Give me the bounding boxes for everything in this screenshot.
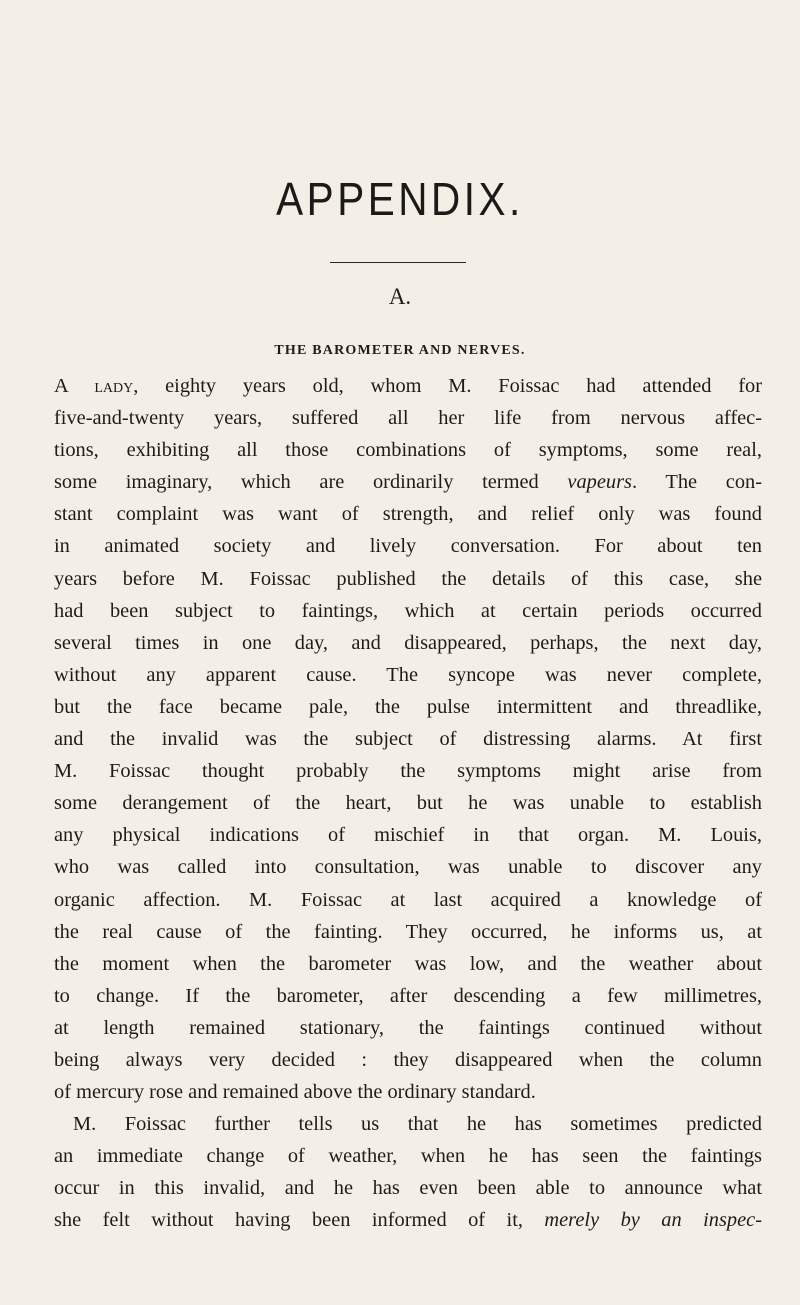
- section-letter: A.: [388, 284, 412, 309]
- text-line: some imaginary, which are ordinarily termed vapeurs. The con-: [54, 471, 763, 494]
- text-line: A lady, eighty years old, whom M. Foissac had attended for: [54, 375, 762, 397]
- text-line: without any apparent cause. The syncope was never complete,: [54, 663, 762, 686]
- appendix-heading: APPENDIX.: [276, 173, 524, 225]
- text-line: stant complaint was want of strength, and relief only was found: [54, 503, 762, 526]
- text-line: the moment when the barometer was low, and the weather about: [54, 952, 762, 975]
- text-line: had been subject to faintings, which at certain periods occurred: [54, 599, 762, 622]
- text-line: who was called into consultation, was unable to discover any: [54, 856, 762, 879]
- text-line: M. Foissac thought probably the symptoms might arise from: [54, 760, 762, 783]
- text-line: of mercury rose and remained above the ordinary standard.: [54, 1081, 536, 1104]
- italic-term: vapeurs: [567, 471, 632, 494]
- text-line: some derangement of the heart, but he was unable to establish: [54, 792, 762, 815]
- text-line: but the face became pale, the pulse intermittent and threadlike,: [54, 695, 762, 718]
- text-line: being always very decided : they disappeared when the column: [54, 1048, 762, 1071]
- text-line: tions, exhibiting all those combinations of symptoms, some real,: [54, 439, 762, 462]
- text-line: she felt without having been informed of it, merely by an inspec-: [54, 1209, 762, 1232]
- text-line: occur in this invalid, and he has even been able to announce what: [54, 1177, 762, 1200]
- text-line: any physical indications of mischief in that organ. M. Louis,: [54, 824, 762, 847]
- text-line: M. Foissac further tells us that he has sometimes predicted: [73, 1113, 762, 1136]
- text-line: and the invalid was the subject of distressing alarms. At first: [54, 728, 762, 751]
- italic-phrase: merely by an inspec-: [544, 1209, 762, 1232]
- text-line: in animated society and lively conversation. For about ten: [54, 535, 762, 558]
- text-line: several times in one day, and disappeared, perhaps, the next day,: [54, 631, 762, 654]
- text-line: the real cause of the fainting. They occurred, he informs us, at: [54, 920, 762, 943]
- text-line: years before M. Foissac published the details of this case, she: [54, 567, 762, 590]
- section-title: THE BAROMETER AND NERVES.: [274, 343, 526, 358]
- lead-small-caps: lady,: [94, 375, 139, 397]
- text-line: organic affection. M. Foissac at last acquired a knowledge of: [54, 888, 762, 911]
- text-line: to change. If the barometer, after descending a few millimetres,: [54, 984, 762, 1007]
- text-line: five-and-twenty years, suffered all her life from nervous affec-: [54, 407, 762, 430]
- text-line: an immediate change of weather, when he has seen the faintings: [54, 1145, 762, 1168]
- body-text: [54, 370, 762, 1237]
- text-line: at length remained stationary, the faintings continued without: [54, 1016, 762, 1039]
- heading-rule: [330, 262, 466, 263]
- lead-cap: A: [54, 375, 68, 397]
